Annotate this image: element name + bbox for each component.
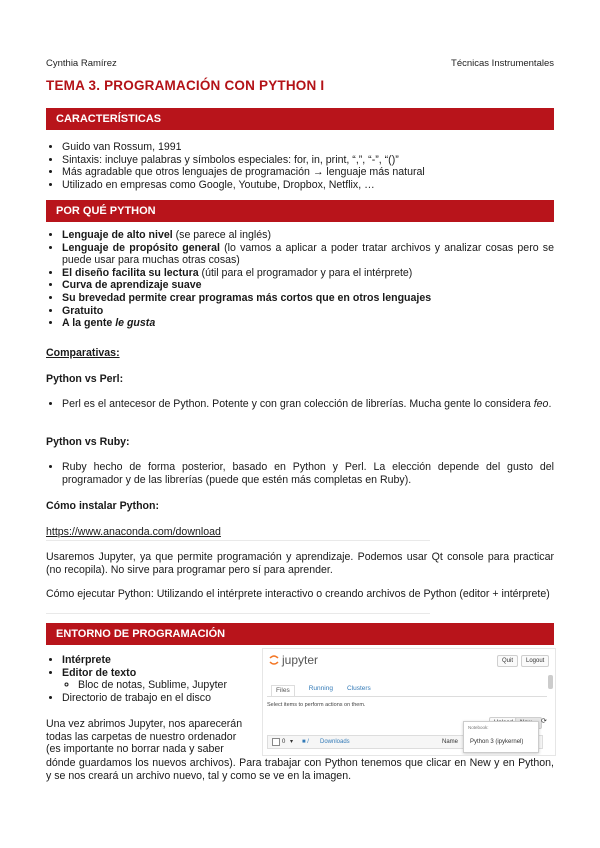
tab-running[interactable]: Running xyxy=(308,685,333,692)
tab-clusters[interactable]: Clusters xyxy=(346,685,371,692)
folder-downloads[interactable]: Downloads xyxy=(320,739,350,745)
entorno-list xyxy=(46,654,256,704)
list-item: • Editor de texto ◦ Bloc de notas, Sublime, Jupyter xyxy=(62,667,256,692)
section-heading: ENTORNO DE PROGRAMACIÓN xyxy=(56,628,226,640)
name-column[interactable]: Name xyxy=(442,739,459,745)
logout-button[interactable]: Logout xyxy=(521,655,549,667)
list-item: • Directorio de trabajo en el disco xyxy=(62,692,256,705)
dropdown-header: Notebook: xyxy=(468,725,489,730)
python3-kernel-item[interactable]: Python 3 (ipykernel) xyxy=(470,739,524,745)
list-item: • Gratuito xyxy=(62,305,554,318)
ruby-heading: Python vs Ruby: xyxy=(46,436,130,448)
list-item: • Lenguaje de propósito general (lo vamos a aplicar a poder tratar archivos y analizar cosas pero se puede usar para muchas otras cosas) xyxy=(62,242,554,267)
folder-icon: ■ / xyxy=(302,739,309,745)
section-bar-caracteristicas xyxy=(46,108,554,130)
comparativas-heading: Comparativas: xyxy=(46,347,120,359)
list-item: • Su brevedad permite crear programas más cortos que en otros lenguajes xyxy=(62,292,554,305)
list-item: • Más agradable que otros lenguajes de programación → lenguaje más natural xyxy=(62,166,554,179)
entorno-para-full: dónde guardamos los nuevos archivos). Para trabajar con Python tenemos que clicar en New y en Python, y se nos creará un archivo nuevo, tal y como se ve en la imagen. xyxy=(46,757,554,782)
sub-list-item: ◦ Bloc de notas, Sublime, Jupyter xyxy=(78,679,256,692)
ejecutar-paragraph: Cómo ejecutar Python: Utilizando el intérprete interactivo o creando archivos de Python (editor + intérprete) xyxy=(46,588,550,600)
list-item: • Curva de aprendizaje suave xyxy=(62,279,554,292)
course-name: Técnicas Instrumentales xyxy=(451,58,554,69)
perl-block xyxy=(46,398,554,411)
porque-list-block xyxy=(46,229,554,330)
jupyter-logo-icon xyxy=(269,654,279,666)
list-item: • El diseño facilita su lectura (útil para el programador y para el intérprete) xyxy=(62,267,554,280)
jupyter-screenshot xyxy=(262,648,556,756)
list-item: • Guido van Rossum, 1991 xyxy=(62,141,554,154)
list-item: • A la gente le gusta xyxy=(62,317,554,330)
selection-hint: Select items to perform actions on them. xyxy=(267,702,366,708)
quit-button[interactable]: Quit xyxy=(497,655,518,667)
caracteristicas-list xyxy=(46,141,554,191)
section-heading: POR QUÉ PYTHON xyxy=(56,205,156,217)
entorno-para-left: Una vez abrimos Jupyter, nos aparecerán todas las carpetas de nuestro ordenador (es importante no borrar nada y saber xyxy=(46,718,243,756)
jupyter-tabs xyxy=(271,685,371,696)
list-item: • Utilizado en empresas como Google, Youtube, Dropbox, Netflix, … xyxy=(62,179,554,192)
list-item: • Lenguaje de alto nivel (se parece al inglés) xyxy=(62,229,554,242)
list-item: • Intérprete xyxy=(62,654,256,667)
refresh-icon[interactable]: ⟳ xyxy=(541,718,547,725)
new-dropdown-menu xyxy=(463,721,539,753)
jupyter-logo xyxy=(269,653,318,667)
install-link-row xyxy=(46,526,554,539)
list-item: • Sintaxis: incluye palabras y símbolos especiales: for, in, print, “,”, “-”, “()” xyxy=(62,154,554,167)
list-item: • Perl es el antecesor de Python. Potente y con gran colección de librerías. Mucha gente lo considera feo. xyxy=(62,398,554,411)
jupyter-paragraph: Usaremos Jupyter, ya que permite programación y aprendizaje. Podemos usar Qt console para practicar (no recopila). No sirve para programar pero sí para aprender. xyxy=(46,551,554,576)
anaconda-link[interactable]: https://www.anaconda.com/download xyxy=(46,526,221,538)
jupyter-logo-text: jupyter xyxy=(282,653,319,667)
selected-count: 0 xyxy=(282,739,286,745)
scrollbar[interactable] xyxy=(548,675,553,689)
page-title: TEMA 3. PROGRAMACIÓN CON PYTHON I xyxy=(46,78,325,93)
section-bar-porque xyxy=(46,200,554,222)
chevron-down-icon[interactable]: ▾ xyxy=(290,739,294,745)
tab-files[interactable]: Files xyxy=(271,685,295,696)
tab-divider xyxy=(267,696,547,697)
ruby-block xyxy=(46,461,554,486)
author-name: Cynthia Ramírez xyxy=(46,58,117,69)
section-heading: CARACTERÍSTICAS xyxy=(56,113,162,125)
list-item: • Ruby hecho de forma posterior, basado en Python y Perl. La elección depende del gusto del programador y de las librerías (puede que estén más completas en Ruby). xyxy=(62,461,554,486)
caracteristicas-list-block xyxy=(46,141,554,191)
porque-list xyxy=(46,229,554,330)
select-all-checkbox[interactable] xyxy=(272,738,280,746)
install-heading: Cómo instalar Python: xyxy=(46,500,160,512)
section-bar-entorno xyxy=(46,623,554,645)
divider xyxy=(46,613,430,614)
divider xyxy=(46,540,430,541)
entorno-list-block xyxy=(46,654,256,704)
perl-heading: Python vs Perl: xyxy=(46,373,124,385)
